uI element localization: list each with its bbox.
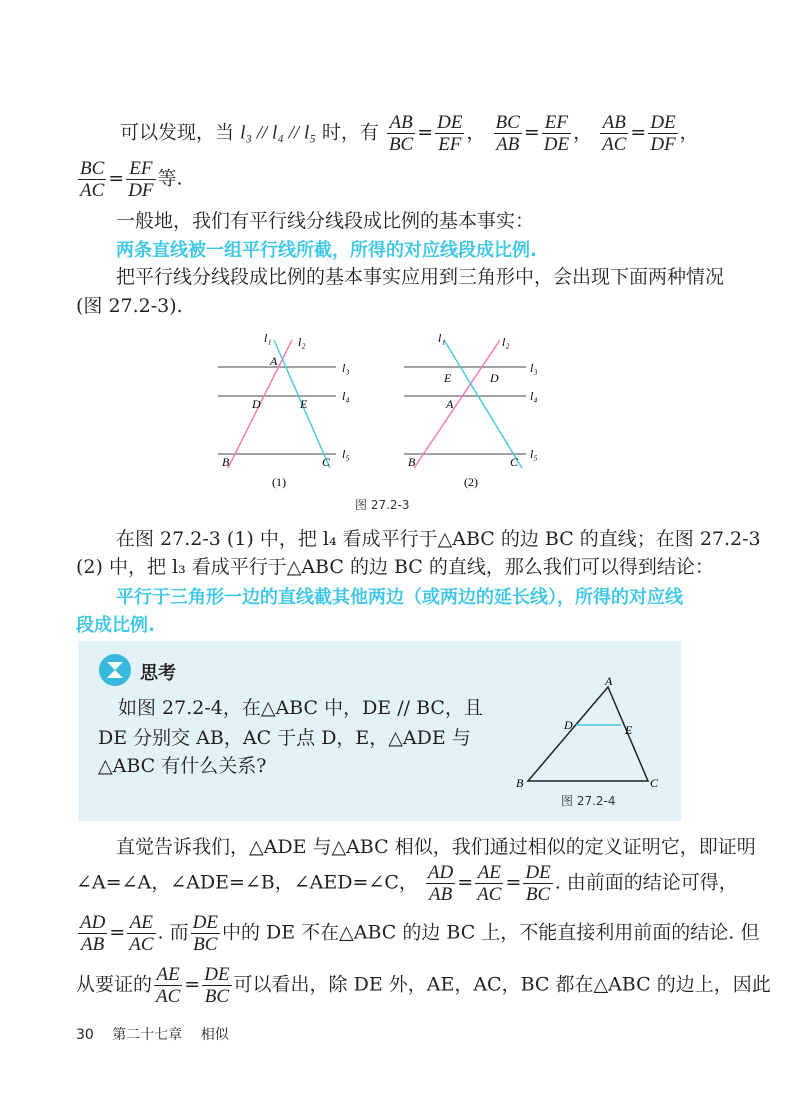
label-l2-fig2: l₂ — [502, 335, 510, 349]
line-l2-fig2 — [444, 340, 522, 468]
label-E-fig1: E — [300, 397, 308, 411]
conclusion-line1: 平行于三角形一边的直线截其他两边（或两边的延长线），所得的对应线 — [116, 587, 683, 608]
label-l4-fig2: l₄ — [530, 389, 538, 403]
para5-line4: 从要证的 $\frac{AE}{AC}$ = $\frac{DE}{BC}$ 可以看出，除 DE 外，AE，AC，BC 都在△ABC 的边上，因此 — [76, 964, 771, 1007]
think-line2: DE 分别交 AB，AC 于点 D，E，△ADE 与 — [98, 727, 471, 749]
label-D-fig1: D — [252, 397, 261, 411]
think-line1: 如图 27.2-4，在△ABC 中，DE // BC，且 — [118, 697, 483, 719]
subfig-label-2: (2) — [464, 475, 478, 489]
label-D: D — [564, 718, 573, 732]
figure-27-2-4 — [508, 671, 668, 791]
think-line3: △ABC 有什么关系? — [98, 755, 267, 777]
fraction: $\frac{DE}{DF}$ — [650, 112, 676, 155]
fraction: $\frac{AB}{AC}$ — [602, 112, 627, 155]
fraction: $\frac{AB}{BC}$ — [388, 112, 414, 155]
fraction: $\frac{AE}{AC}$ — [156, 964, 181, 1007]
label-A-fig1: A — [270, 354, 278, 368]
chapter-label: 第二十七章 — [112, 1027, 183, 1043]
fraction: $\frac{DE}{BC}$ — [525, 862, 551, 905]
label-A-fig2: A — [446, 397, 454, 411]
fraction: $\frac{BC}{AB}$ — [495, 112, 520, 155]
figure-caption-27-2-4: 图 27.2-4 — [561, 794, 616, 808]
fraction: $\frac{DE}{BC}$ — [204, 964, 230, 1007]
para2: 一般地，我们有平行线分线段成比例的基本事实： — [116, 210, 535, 232]
label-l4-fig1: l₄ — [342, 389, 350, 403]
para3-line2: (图 27.2-3). — [76, 295, 183, 317]
fraction: $\frac{AD}{AB}$ — [80, 912, 106, 955]
label-B-fig1: B — [222, 455, 230, 469]
label-l2-fig1: l₂ — [298, 335, 306, 349]
subfig-label-1: (1) — [272, 475, 286, 489]
para5-line3: $\frac{AD}{AB}$ = $\frac{AE}{AC}$ . 而 $\frac{DE}{BC}$ 中的 DE 不在△ABC 的边 BC 上，不能直接利用前面的结论. 但 — [80, 912, 760, 955]
fraction: $\frac{AE}{AC}$ — [129, 912, 154, 955]
label-l1-fig1: l₁ — [264, 331, 272, 345]
think-title: 思考 — [140, 663, 176, 684]
fraction: $\frac{DE}{BC}$ — [192, 912, 218, 955]
para5-line2: ∠A=∠A，∠ADE=∠B，∠AED=∠C， $\frac{AD}{AB}$ = $\frac{AE}{AC}$ = $\frac{DE}{BC}$ . 由前面的结论可得， — [76, 862, 738, 905]
fraction: $\frac{EF}{DE}$ — [543, 112, 570, 155]
label-C-fig2: C — [510, 455, 519, 469]
label-D-fig2: D — [490, 371, 499, 385]
para1: 可以发现，当 l₃ // l₄ // l₅ 时，有 $\frac{AB}{BC}$ = $\frac{DE}{EF}$ ， $\frac{BC}{AB}$ = $\frac{EF}{DE}$ ， $\frac{AB}{AC}$ = $\frac{DE}{DF}$ ， — [120, 112, 699, 155]
think-box — [78, 641, 681, 821]
para4-line1: 在图 27.2-3 (1) 中，把 l₄ 看成平行于△ABC 的边 BC 的直线；在图 27.2-3 — [116, 528, 761, 550]
label-A: A — [605, 674, 613, 688]
fraction: $\frac{EF}{DF}$ — [128, 158, 154, 201]
fraction: $\frac{AE}{AC}$ — [477, 862, 502, 905]
para4-line2: (2) 中，把 l₃ 看成平行于△ABC 的边 BC 的直线，那么我们可以得到结论： — [76, 556, 714, 578]
conclusion-line2: 段成比例. — [76, 615, 155, 636]
page-footer — [76, 1024, 229, 1044]
label-l5-fig1: l₅ — [342, 447, 350, 461]
figure-27-2-3 — [200, 328, 560, 518]
label-B: B — [516, 776, 524, 790]
chapter-title: 相似 — [200, 1027, 229, 1043]
label-l1-fig2: l₁ — [438, 331, 446, 345]
fraction: $\frac{BC}{AC}$ — [80, 158, 105, 201]
fraction: $\frac{DE}{EF}$ — [437, 112, 463, 155]
label-l5-fig2: l₅ — [530, 447, 538, 461]
basic-fact-1: 两条直线被一组平行线所截，所得的对应线段成比例. — [116, 240, 537, 261]
para1-continued: $\frac{BC}{AC}$ = $\frac{EF}{DF}$ 等. — [80, 158, 183, 201]
para3-line1: 把平行线分线段成比例的基本事实应用到三角形中，会出现下面两种情况 — [116, 266, 725, 288]
label-l3-fig1: l₃ — [342, 361, 350, 375]
figure-caption-27-2-3: 图 27.2-3 — [355, 498, 410, 512]
label-E: E — [625, 723, 633, 737]
para5-line1: 直觉告诉我们，△ADE 与△ABC 相似，我们通过相似的定义证明它，即证明 — [116, 836, 756, 858]
fraction: $\frac{AD}{AB}$ — [427, 862, 454, 905]
label-C: C — [650, 776, 659, 790]
label-l3-fig2: l₃ — [530, 361, 538, 375]
line-l1-fig2 — [414, 340, 500, 468]
label-B-fig2: B — [408, 455, 416, 469]
label-E-fig2: E — [444, 371, 452, 385]
parallel-condition: l₃ // l₄ // l₅ — [240, 122, 316, 144]
think-icon — [98, 653, 132, 687]
page-number: 30 — [76, 1027, 94, 1043]
label-C-fig1: C — [322, 455, 331, 469]
